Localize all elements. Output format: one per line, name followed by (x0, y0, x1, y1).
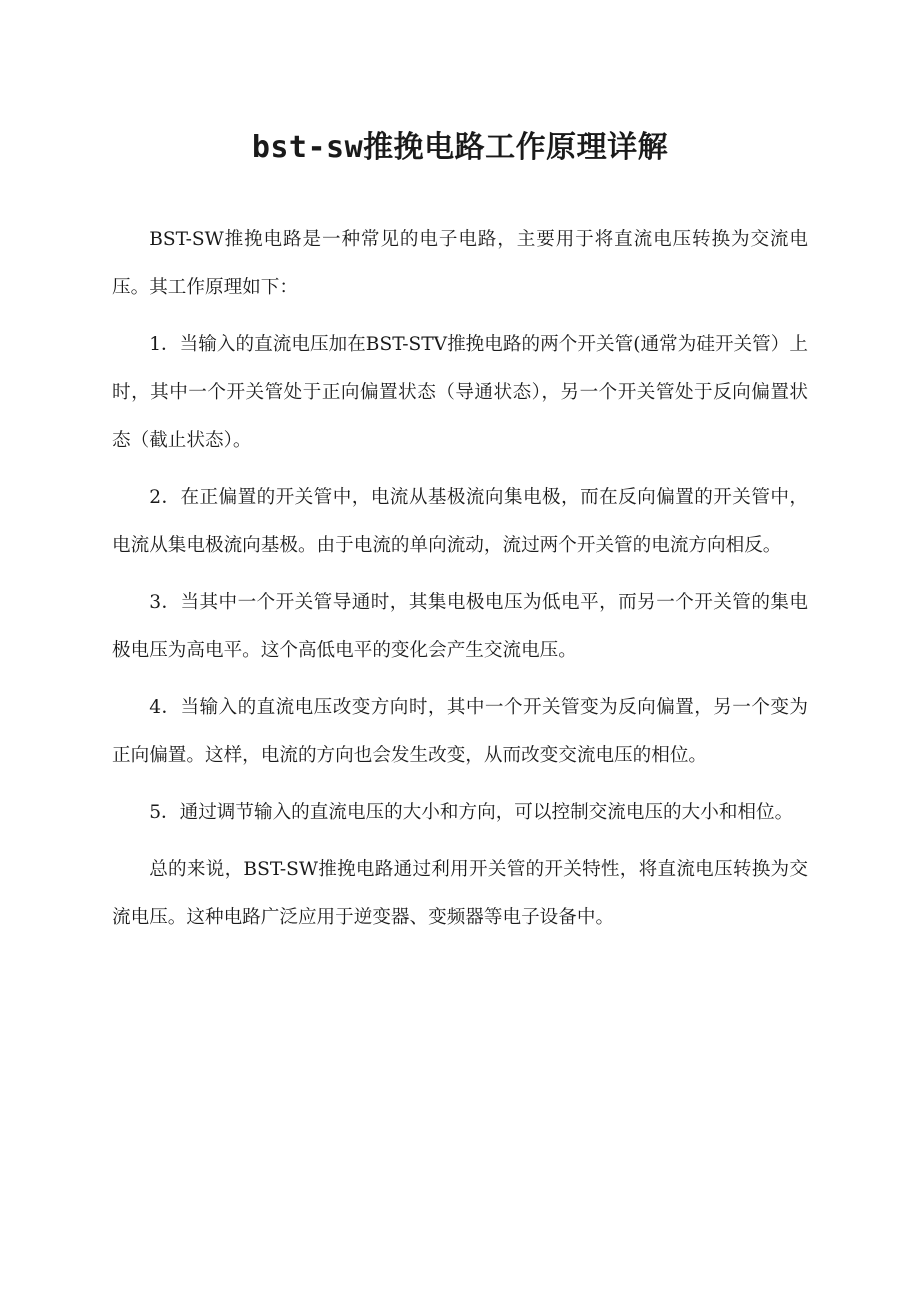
paragraph-intro: BST-SW推挽电路是一种常见的电子电路，主要用于将直流电压转换为交流电压。其工作原理如下： (112, 229, 808, 298)
paragraph-step-5: 5．通过调节输入的直流电压的大小和方向，可以控制交流电压的大小和相位。 (149, 802, 794, 823)
paragraph-step-4: 4．当输入的直流电压改变方向时，其中一个开关管变为反向偏置，另一个变为正向偏置。这样，电流的方向也会发生改变，从而改变交流电压的相位。 (112, 697, 808, 766)
paragraph-step-3: 3．当其中一个开关管导通时，其集电极电压为低电平，而另一个开关管的集电极电压为高电平。这个高低电平的变化会产生交流电压。 (112, 592, 808, 661)
paragraph-summary: 总的来说，BST-SW推挽电路通过利用开关管的开关特性，将直流电压转换为交流电压。这种电路广泛应用于逆变器、变频器等电子设备中。 (112, 859, 808, 928)
paragraph-step-2: 2．在正偏置的开关管中，电流从基极流向集电极，而在反向偏置的开关管中，电流从集电极流向基极。由于电流的单向流动，流过两个开关管的电流方向相反。 (112, 487, 808, 556)
document-body (112, 216, 808, 951)
paragraph-step-1: 1．当输入的直流电压加在BST-STV推挽电路的两个开关管(通常为硅开关管）上时，其中一个开关管处于正向偏置状态（导通状态），另一个开关管处于反向偏置状态（截止状态）。 (112, 334, 808, 451)
page-title: bst-sw推挽电路工作原理详解 (251, 130, 669, 165)
